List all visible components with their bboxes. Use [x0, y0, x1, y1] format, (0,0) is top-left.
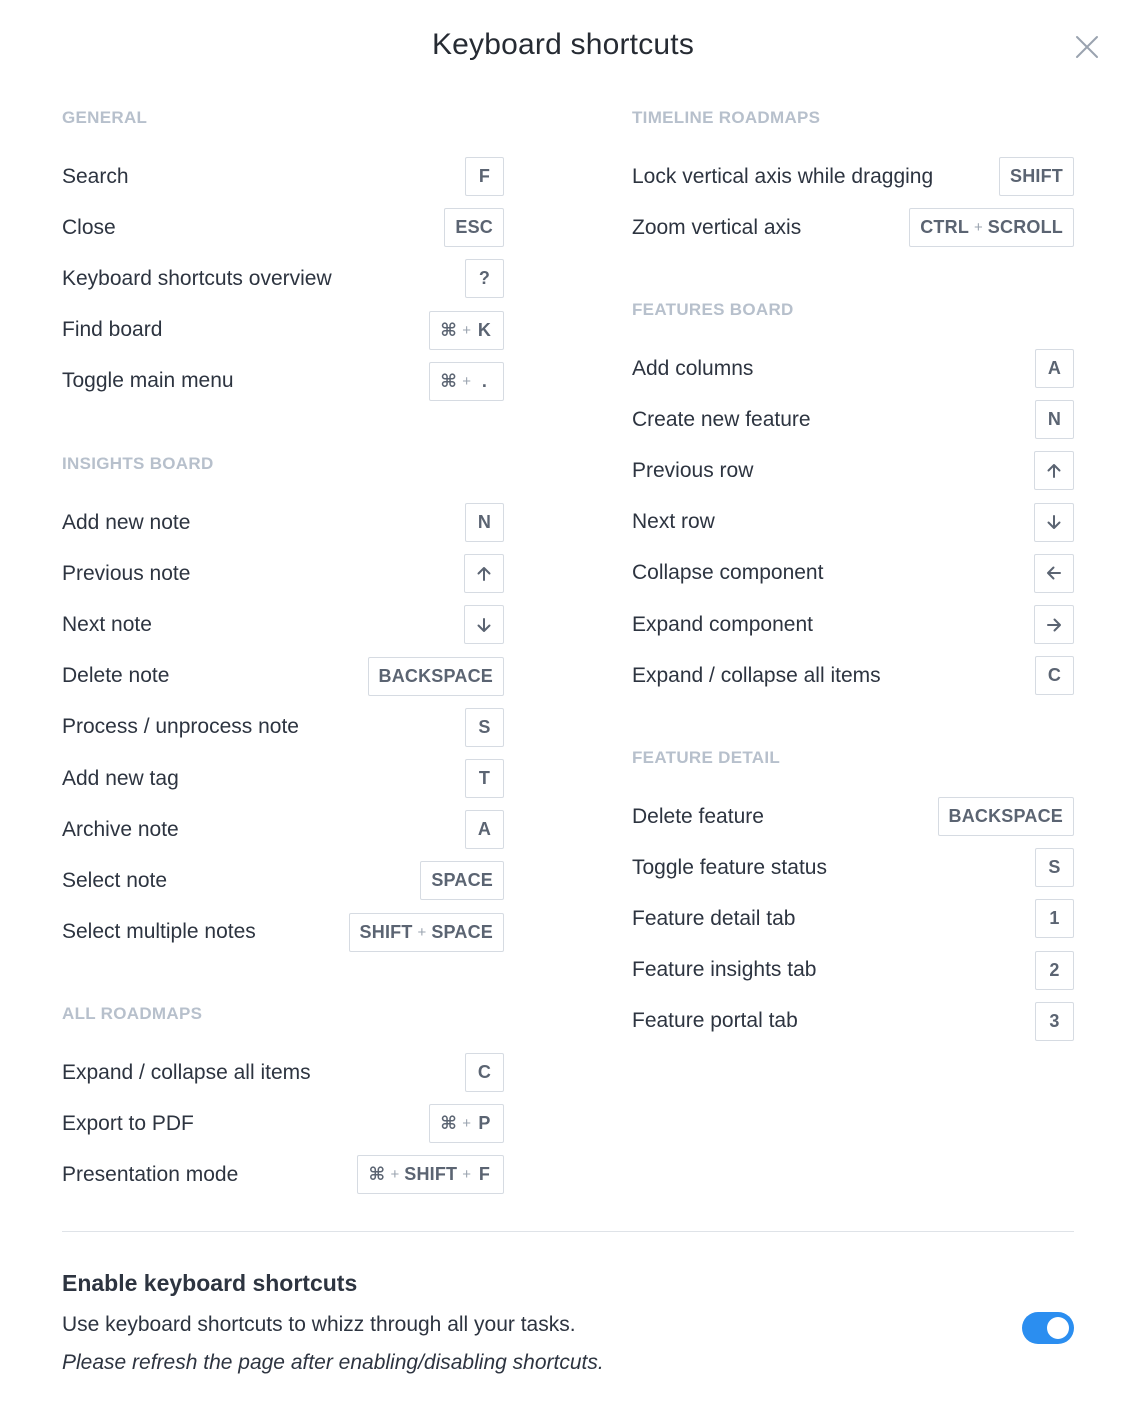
- key-combo: [465, 157, 504, 196]
- shortcut-list: [632, 791, 1074, 1047]
- key-cap: K: [477, 319, 492, 340]
- shortcut-label: Find board: [62, 318, 163, 342]
- key-cap: N: [1047, 409, 1062, 430]
- key-combo: [1035, 400, 1074, 439]
- shortcut-label: Presentation mode: [62, 1162, 239, 1186]
- key-cap: SHIFT: [1010, 166, 1063, 187]
- shortcut-label: Collapse component: [632, 561, 824, 585]
- shortcut-row: [62, 907, 504, 958]
- shortcut-row: [62, 497, 504, 548]
- key-cap: ⌘: [440, 370, 458, 391]
- key-cap: T: [478, 768, 491, 789]
- key-combo: [368, 657, 504, 696]
- key-cap: BACKSPACE: [948, 806, 1063, 827]
- key-combo: [1035, 656, 1074, 695]
- shortcut-label: Delete note: [62, 664, 170, 688]
- shortcut-label: Feature insights tab: [632, 958, 817, 982]
- shortcut-list: [62, 1047, 504, 1201]
- shortcut-row: [62, 1047, 504, 1098]
- shortcut-label: Add new note: [62, 510, 191, 534]
- shortcut-label: Feature detail tab: [632, 906, 796, 930]
- shortcut-label: Toggle feature status: [632, 855, 827, 879]
- key-plus: +: [974, 219, 983, 237]
- key-plus: +: [462, 1166, 471, 1184]
- shortcut-row: [62, 753, 504, 804]
- key-plus: +: [462, 372, 471, 390]
- close-button[interactable]: [1071, 31, 1103, 63]
- shortcut-row: [632, 650, 1074, 701]
- section-title: FEATURE DETAIL: [632, 748, 781, 767]
- shortcut-label: Toggle main menu: [62, 369, 234, 393]
- shortcut-row: [62, 356, 504, 407]
- section-title: ALL ROADMAPS: [62, 1004, 203, 1023]
- shortcut-label: Feature portal tab: [632, 1009, 798, 1033]
- section-insights-board: [62, 451, 504, 958]
- section-feature-detail: [632, 745, 1074, 1047]
- shortcut-row: [62, 253, 504, 304]
- key-combo: [1035, 1002, 1074, 1041]
- shortcut-label: Previous note: [62, 561, 191, 585]
- shortcut-row: [62, 702, 504, 753]
- key-combo: [429, 362, 504, 401]
- key-combo: [465, 759, 504, 798]
- key-combo: [1034, 503, 1074, 542]
- key-combo: [938, 797, 1074, 836]
- section-general: [62, 105, 504, 407]
- key-combo: [444, 208, 504, 247]
- key-combo: [429, 311, 504, 350]
- key-cap: ⌘: [440, 319, 458, 340]
- shortcut-row: [62, 804, 504, 855]
- key-cap: N: [477, 512, 492, 533]
- enable-shortcuts-toggle[interactable]: [1022, 1312, 1074, 1344]
- shortcut-row: [632, 842, 1074, 893]
- toggle-knob: [1047, 1317, 1069, 1339]
- shortcut-row: [62, 599, 504, 650]
- footer-note: Please refresh the page after enabling/disabling shortcuts.: [62, 1351, 604, 1374]
- key-combo: [465, 810, 504, 849]
- shortcut-label: Archive note: [62, 817, 179, 841]
- shortcut-label: Expand / collapse all items: [62, 1060, 311, 1084]
- arrow-down-icon: [1045, 513, 1063, 531]
- shortcut-label: Next note: [62, 612, 152, 636]
- shortcut-list: [62, 151, 504, 407]
- shortcut-row: [632, 893, 1074, 944]
- arrow-down-icon: [475, 616, 493, 634]
- key-combo: [909, 208, 1074, 247]
- section-all-roadmaps: [62, 1001, 504, 1201]
- arrow-left-icon: [1045, 564, 1063, 582]
- key-cap: ESC: [455, 217, 493, 238]
- footer-title: Enable keyboard shortcuts: [62, 1270, 358, 1296]
- section-title: FEATURES BOARD: [632, 300, 794, 319]
- key-cap: 1: [1049, 908, 1060, 929]
- key-cap: 2: [1049, 959, 1060, 980]
- section-features-board: [632, 297, 1074, 701]
- key-combo: [1035, 349, 1074, 388]
- section-title: TIMELINE ROADMAPS: [632, 108, 821, 127]
- key-cap: C: [477, 1062, 492, 1083]
- key-combo: [1035, 848, 1074, 887]
- key-cap: ⌘: [368, 1164, 386, 1185]
- key-combo: [464, 605, 504, 644]
- key-plus: +: [390, 1166, 400, 1184]
- modal-title: Keyboard shortcuts: [431, 28, 695, 61]
- shortcut-row: [632, 791, 1074, 842]
- key-cap: SCROLL: [987, 217, 1063, 238]
- shortcut-row: [632, 151, 1074, 202]
- shortcut-row: [632, 996, 1074, 1047]
- shortcut-label: Expand / collapse all items: [632, 663, 881, 687]
- shortcut-label: Lock vertical axis while dragging: [632, 164, 934, 188]
- key-combo: [1035, 951, 1074, 990]
- footer: [62, 1270, 1074, 1375]
- arrow-up-icon: [475, 565, 493, 583]
- arrow-up-icon: [1045, 462, 1063, 480]
- shortcut-row: [632, 548, 1074, 599]
- shortcut-label: Expand component: [632, 612, 813, 636]
- shortcut-row: [62, 151, 504, 202]
- close-icon: [1075, 35, 1099, 59]
- key-combo: [420, 861, 504, 900]
- shortcut-label: Add new tag: [62, 766, 179, 790]
- shortcut-row: [62, 548, 504, 599]
- key-combo: [1035, 899, 1074, 938]
- key-combo: [465, 1053, 504, 1092]
- shortcut-label: Add columns: [632, 356, 754, 380]
- key-combo: [429, 1104, 504, 1143]
- key-combo: [465, 259, 504, 298]
- shortcut-list: [62, 497, 504, 958]
- section-title: GENERAL: [62, 108, 148, 127]
- key-plus: +: [417, 923, 427, 941]
- shortcut-label: Select multiple notes: [62, 920, 256, 944]
- shortcut-list: [632, 151, 1074, 253]
- shortcut-label: Next row: [632, 510, 715, 534]
- key-plus: +: [462, 321, 471, 339]
- shortcut-label: Export to PDF: [62, 1111, 194, 1135]
- shortcut-label: Zoom vertical axis: [632, 215, 802, 239]
- key-cap: SHIFT: [359, 921, 413, 942]
- shortcut-label: Keyboard shortcuts overview: [62, 266, 332, 290]
- key-cap: BACKSPACE: [378, 665, 493, 686]
- key-cap: CTRL: [920, 217, 970, 238]
- shortcut-row: [62, 651, 504, 702]
- key-cap: F: [478, 1164, 491, 1185]
- footer-description: Use keyboard shortcuts to whizz through all your tasks.: [62, 1313, 576, 1336]
- key-cap: ⌘: [440, 1113, 458, 1134]
- section-title: INSIGHTS BOARD: [62, 454, 214, 473]
- shortcut-row: [62, 202, 504, 253]
- shortcut-row: [632, 394, 1074, 445]
- shortcut-row: [632, 945, 1074, 996]
- key-combo: [1034, 605, 1074, 644]
- key-combo: [1034, 554, 1074, 593]
- shortcut-row: [62, 1149, 504, 1200]
- key-cap: S: [478, 716, 491, 737]
- key-cap: S: [1048, 857, 1061, 878]
- shortcut-row: [632, 445, 1074, 496]
- shortcut-label: Search: [62, 164, 129, 188]
- shortcut-row: [62, 855, 504, 906]
- key-cap: ?: [478, 268, 491, 289]
- key-cap: F: [478, 166, 491, 187]
- key-cap: SPACE: [431, 870, 493, 891]
- shortcut-label: Create new feature: [632, 407, 811, 431]
- key-cap: .: [481, 370, 488, 391]
- shortcut-row: [632, 599, 1074, 650]
- shortcut-label: Process / unprocess note: [62, 715, 299, 739]
- key-combo: [1034, 451, 1074, 490]
- shortcut-list: [632, 343, 1074, 701]
- key-combo: [465, 708, 504, 747]
- key-combo: [357, 1155, 504, 1194]
- key-cap: SPACE: [431, 921, 493, 942]
- shortcut-row: [632, 497, 1074, 548]
- key-combo: [999, 157, 1074, 196]
- shortcut-label: Delete feature: [632, 804, 764, 828]
- key-combo: [349, 913, 504, 952]
- key-combo: [464, 554, 504, 593]
- footer-divider: [62, 1231, 1074, 1232]
- key-plus: +: [462, 1115, 471, 1133]
- key-cap: A: [477, 819, 492, 840]
- arrow-right-icon: [1045, 616, 1063, 634]
- key-combo: [465, 503, 504, 542]
- shortcut-label: Close: [62, 215, 116, 239]
- key-cap: A: [1047, 358, 1062, 379]
- key-cap: SHIFT: [404, 1164, 458, 1185]
- shortcut-row: [62, 305, 504, 356]
- key-cap: 3: [1049, 1010, 1060, 1031]
- shortcut-row: [632, 343, 1074, 394]
- shortcut-label: Previous row: [632, 458, 754, 482]
- shortcut-row: [62, 1098, 504, 1149]
- section-timeline-roadmaps: [632, 105, 1074, 253]
- key-cap: P: [478, 1113, 491, 1134]
- shortcut-label: Select note: [62, 868, 168, 892]
- key-cap: C: [1047, 665, 1062, 686]
- shortcut-row: [632, 202, 1074, 253]
